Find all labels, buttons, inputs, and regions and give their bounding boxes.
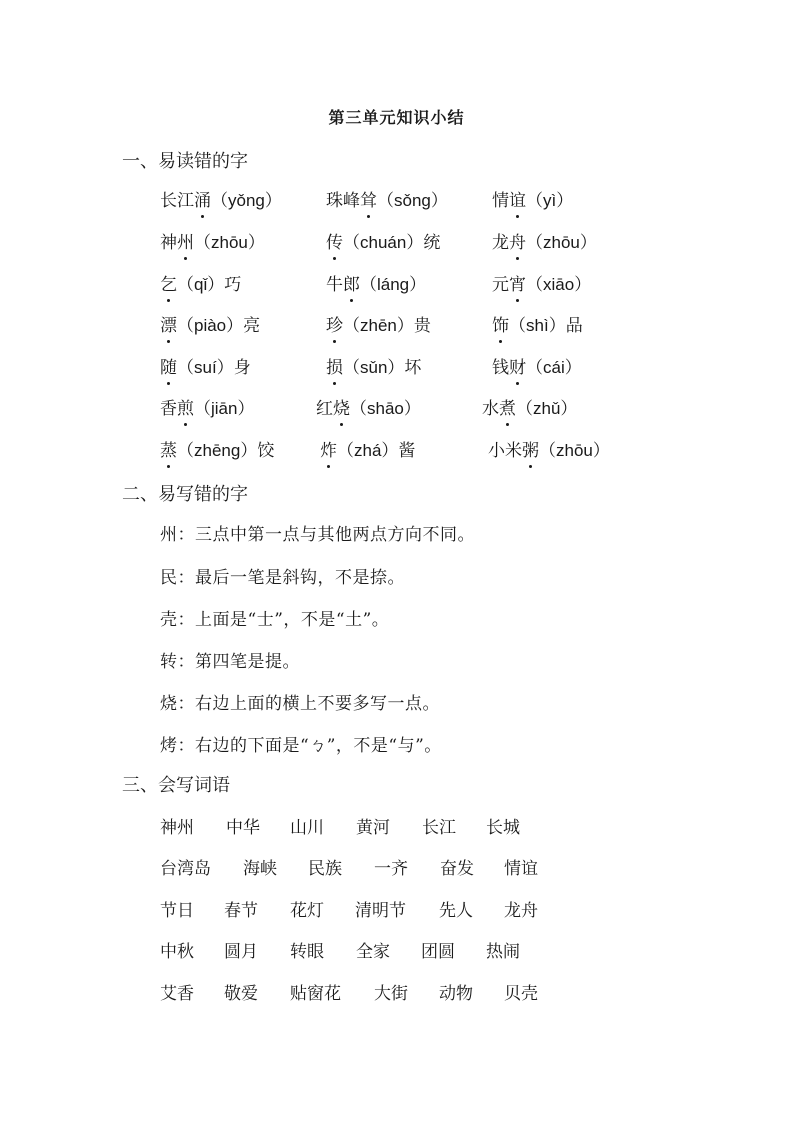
word-item: 节日 bbox=[160, 901, 194, 921]
word-item: 情谊 bbox=[504, 859, 538, 879]
word-item: 中华 bbox=[226, 818, 260, 838]
reading-item: 水煮（zhǔ） bbox=[482, 394, 577, 419]
word-item: 花灯 bbox=[290, 901, 324, 921]
word-item: 贴窗花 bbox=[290, 984, 341, 1004]
word-item: 山川 bbox=[290, 818, 324, 838]
reading-item: 钱财（cái） bbox=[492, 353, 582, 378]
word-item: 贝壳 bbox=[504, 984, 538, 1004]
reading-item: 随（suí）身 bbox=[160, 353, 251, 378]
word-item: 黄河 bbox=[356, 818, 390, 838]
word-item: 艾香 bbox=[160, 984, 194, 1004]
reading-item: 龙舟（zhōu） bbox=[492, 228, 597, 253]
word-item: 圆月 bbox=[224, 942, 258, 962]
reading-item: 珍（zhēn）贵 bbox=[326, 311, 431, 336]
word-item: 长江 bbox=[422, 818, 456, 838]
reading-item: 牛郎（láng） bbox=[326, 270, 426, 295]
section-heading-words-to-write: 三、会写词语 bbox=[122, 775, 230, 796]
reading-item: 饰（shì）品 bbox=[492, 311, 583, 336]
writing-note: 民：最后一笔是斜钩，不是捺。 bbox=[160, 568, 405, 588]
reading-item: 乞（qǐ）巧 bbox=[160, 270, 241, 295]
page-title: 第三单元知识小结 bbox=[328, 108, 465, 127]
reading-item: 长江涌（yǒng） bbox=[160, 186, 282, 211]
reading-item: 漂（piào）亮 bbox=[160, 311, 260, 336]
word-item: 全家 bbox=[356, 942, 390, 962]
writing-note: 州：三点中第一点与其他两点方向不同。 bbox=[160, 525, 475, 545]
writing-note: 烤：右边的下面是“ㄅ”，不是“与”。 bbox=[160, 736, 442, 756]
writing-note: 烧：右边上面的横上不要多写一点。 bbox=[160, 694, 440, 714]
word-item: 海峡 bbox=[243, 859, 277, 879]
writing-note: 壳：上面是“士”，不是“土”。 bbox=[160, 610, 390, 630]
word-item: 龙舟 bbox=[504, 901, 538, 921]
word-item: 台湾岛 bbox=[160, 859, 211, 879]
reading-item: 蒸（zhēng）饺 bbox=[160, 436, 274, 461]
section-heading-easy-miswritten: 二、易写错的字 bbox=[122, 484, 248, 505]
word-item: 神州 bbox=[160, 818, 194, 838]
word-item: 一齐 bbox=[374, 859, 408, 879]
reading-item: 炸（zhá）酱 bbox=[320, 436, 415, 461]
reading-item: 珠峰耸（sǒng） bbox=[326, 186, 448, 211]
word-item: 先人 bbox=[439, 901, 473, 921]
reading-item: 香煎（jiān） bbox=[160, 394, 254, 419]
word-item: 转眼 bbox=[290, 942, 324, 962]
word-item: 大街 bbox=[374, 984, 408, 1004]
reading-item: 红烧（shāo） bbox=[316, 394, 421, 419]
word-item: 热闹 bbox=[486, 942, 520, 962]
reading-item: 传（chuán）统 bbox=[326, 228, 440, 253]
word-item: 春节 bbox=[224, 901, 258, 921]
writing-note: 转：第四笔是提。 bbox=[160, 652, 300, 672]
reading-item: 情谊（yì） bbox=[492, 186, 573, 211]
reading-item: 小米粥（zhōu） bbox=[488, 436, 610, 461]
word-item: 中秋 bbox=[160, 942, 194, 962]
word-item: 清明节 bbox=[355, 901, 406, 921]
reading-item: 神州（zhōu） bbox=[160, 228, 265, 253]
word-item: 动物 bbox=[439, 984, 473, 1004]
word-item: 奋发 bbox=[440, 859, 474, 879]
section-heading-easy-misread: 一、易读错的字 bbox=[122, 151, 248, 172]
word-item: 敬爱 bbox=[224, 984, 258, 1004]
word-item: 民族 bbox=[308, 859, 342, 879]
word-item: 长城 bbox=[486, 818, 520, 838]
reading-item: 元宵（xiāo） bbox=[492, 270, 591, 295]
word-item: 团圆 bbox=[421, 942, 455, 962]
reading-item: 损（sǔn）坏 bbox=[326, 353, 421, 378]
